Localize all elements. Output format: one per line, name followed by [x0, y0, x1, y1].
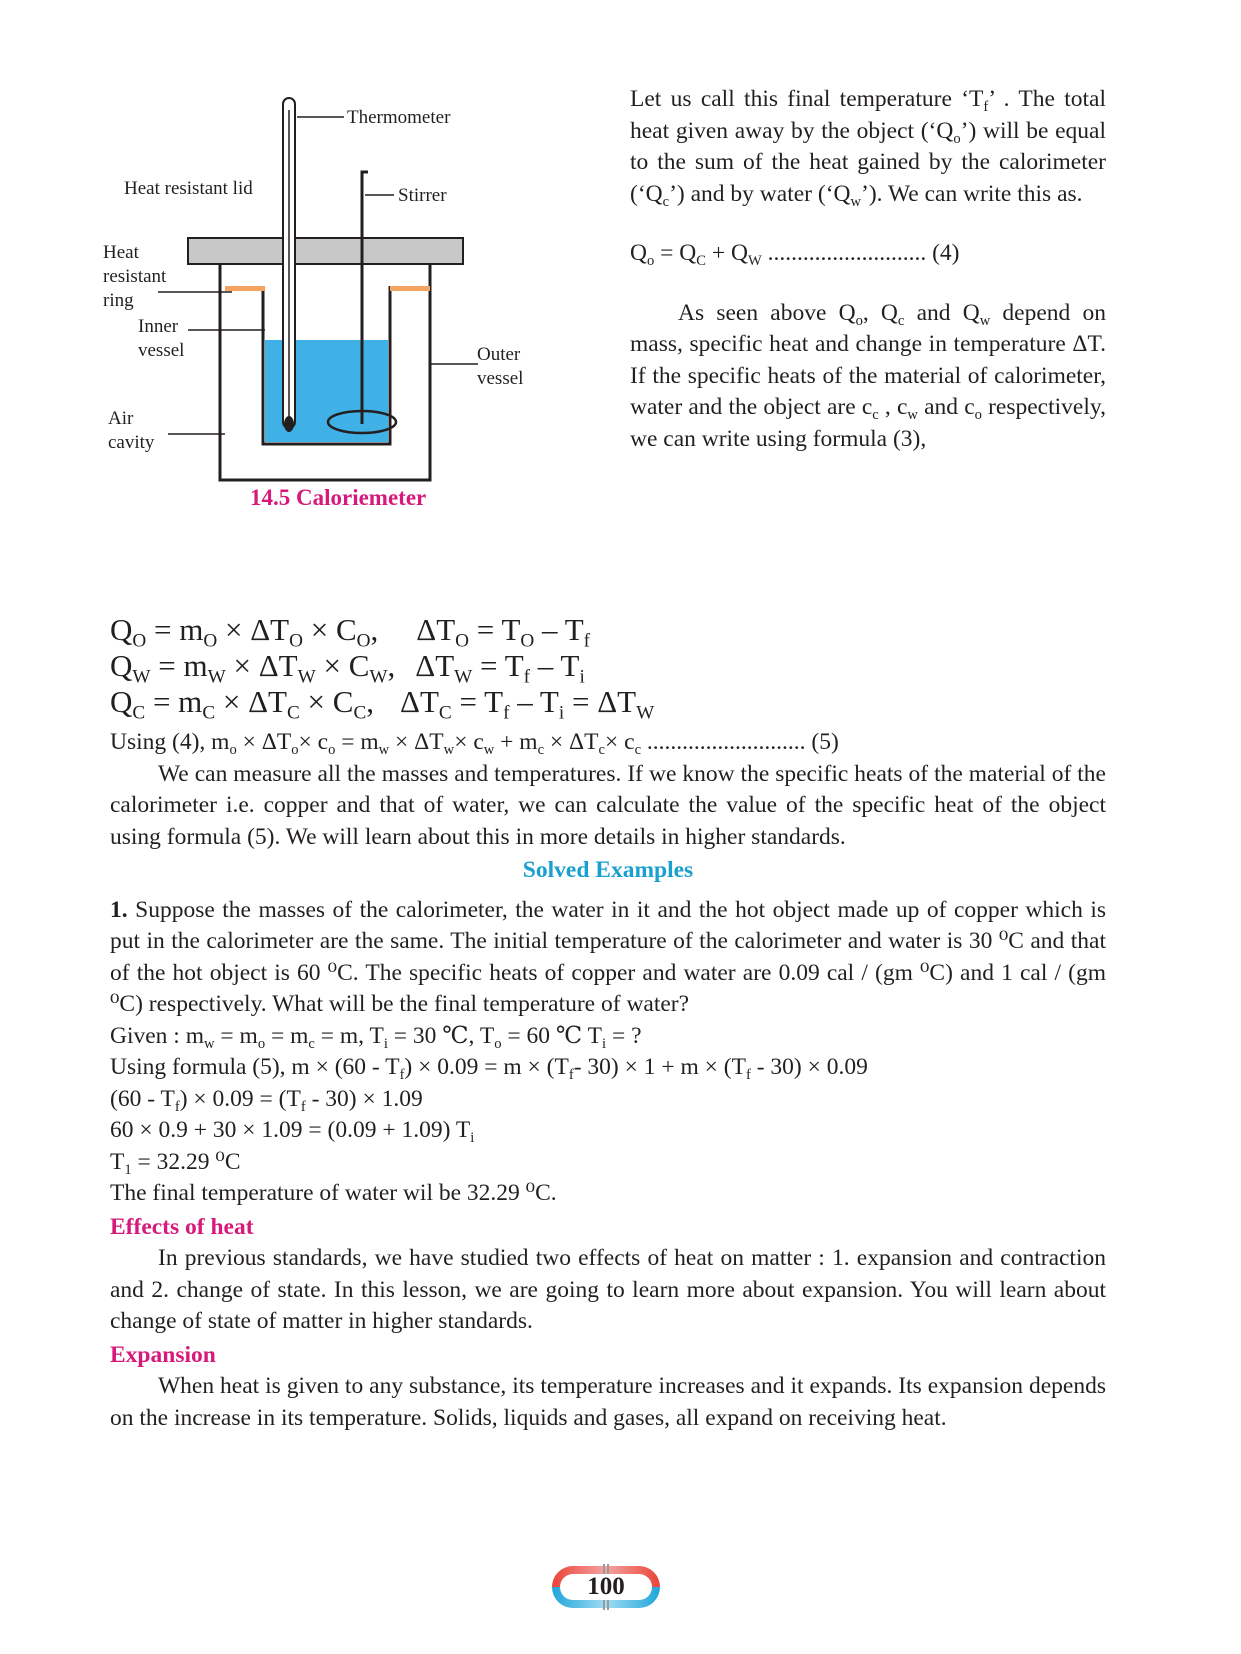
label-ring-2: resistant: [103, 266, 167, 287]
label-ring-1: Heat: [103, 242, 139, 263]
equation-row-2: $Q_W = m_W \times \Delta T_W \times C_W$, $\Delta T_W = T_f - T_i$: [110, 648, 585, 688]
label-air-1: Air: [108, 408, 134, 429]
equation-row-1: $Q_O = m_O \times \Delta T_O \times C_O$, $\Delta T_O = T_O - T_f$: [110, 612, 591, 652]
example-answer: The final temperature of water wil be 32.29 ⁰C.: [110, 1180, 557, 1206]
example-step-1: Using formula (5), $m \times (60 - T_f) \times 0.09 = m \times (T_f-$ $30) \times 1 + m \times (T_f - 30) \times 0.09$: [110, 1054, 868, 1084]
effects-paragraph: In previous standards, we have studied two effects of heat on matter : 1. expansion and contraction and 2. change of state. In this lesson, we are going to learn more about expansion. You will learn about change of state of matter in higher standards.: [110, 1245, 1106, 1334]
example-given: Given : $m_w = m_o = m_c = m$, $T_i = 30$ ℃, $T_o = 60$ ℃ $T_i$ = ?: [110, 1022, 642, 1052]
equation-row-3: $Q_C = m_C \times \Delta T_C \times C_C$, $\Delta T_C = T_f - T_i = \Delta T_W$: [110, 684, 655, 724]
body-paragraph-1: We can measure all the masses and temperatures. If we know the specific heats of the material of the calorimeter i.e. copper and that of water, we can calculate the value of the specific heat of the object using formula (5). We will learn about this in more details in higher standards.: [110, 760, 1106, 850]
label-lid: Heat resistant lid: [124, 178, 253, 199]
right-para-1: Let us call this final temperature ‘$T_f$’ . The total heat given away by the object $(‘Q_o’)$ will be equal to the sum of the heat gained by the calorimeter $(‘Q_c’)$ and by water $(‘Q_w’)$. We can write this as.: [630, 86, 1107, 210]
main-text: [110, 727, 1106, 1434]
page-number: 100: [587, 1573, 625, 1600]
effects-heading: Effects of heat: [110, 1213, 254, 1240]
calorimeter-figure: [100, 88, 570, 528]
label-air-2: cavity: [108, 432, 155, 453]
page-number-badge: [548, 1562, 664, 1612]
label-outer-1: Outer: [477, 344, 521, 365]
label-stirrer: Stirrer: [398, 185, 447, 206]
right-para-2: As seen above $Q_o$, $Q_c$ and $Q_w$ depend on mass, specific heat and change in temperature ΔT. If the specific heats of the material of calorimeter, water and the object are $c_c$ , $c_w$ and $c_o$ respectively, we can write using formula (3),: [630, 299, 1106, 452]
expansion-paragraph: When heat is given to any substance, its temperature increases and it expands. Its expansion depends on the increase in its temperature. Solids, liquids and gases, all expand on receiving heat.: [110, 1373, 1106, 1431]
right-column: [630, 84, 1106, 455]
equation-block: [110, 612, 810, 724]
expansion-heading: Expansion: [110, 1341, 216, 1368]
solved-examples-heading: Solved Examples: [522, 857, 694, 883]
example-step-4: $T_1 = 32.29$ ⁰C: [110, 1148, 241, 1178]
ring-right: [390, 286, 430, 291]
example-1-question: 1. Suppose the masses of the calorimeter, the water in it and the hot object made up of copper which is put in the calorimeter are the same. The initial temperature of the calorimeter and water is 30 ⁰C and that of the hot object is 60 ⁰C. The specific heats of copper and water are 0.09 cal / (gm ⁰C) and 1 cal / (gm ⁰C) respectively. What will be the final temperature of water?: [110, 896, 1106, 1017]
ring-left: [225, 286, 265, 291]
lid: [188, 238, 463, 264]
example-step-3: 60 × 0.9 + 30 × 1.09 = (0.09 + 1.09) $T_i$: [110, 1117, 475, 1147]
equation-5: Using (4), $m_o \times \Delta T_o\times c_o = m_w \times \Delta T_w\times c_w + m_c \times \Delta T_c\times c_c$ ........................... (5): [110, 729, 839, 759]
example-step-2: $(60 - T_f) \times 0.09 = (T_f - 30) \times 1.09$: [110, 1085, 423, 1115]
label-inner-2: vessel: [138, 340, 185, 361]
figure-caption: 14.5 Caloriemeter: [250, 485, 427, 510]
label-inner-1: Inner: [138, 316, 179, 337]
label-thermometer: Thermometer: [347, 107, 451, 128]
calorimeter-diagram: [100, 88, 570, 508]
label-outer-2: vessel: [477, 368, 524, 389]
label-ring-3: ring: [103, 290, 134, 311]
equation-4: $Q_o = Q_C + Q_W$ ........................... (4): [630, 240, 960, 270]
